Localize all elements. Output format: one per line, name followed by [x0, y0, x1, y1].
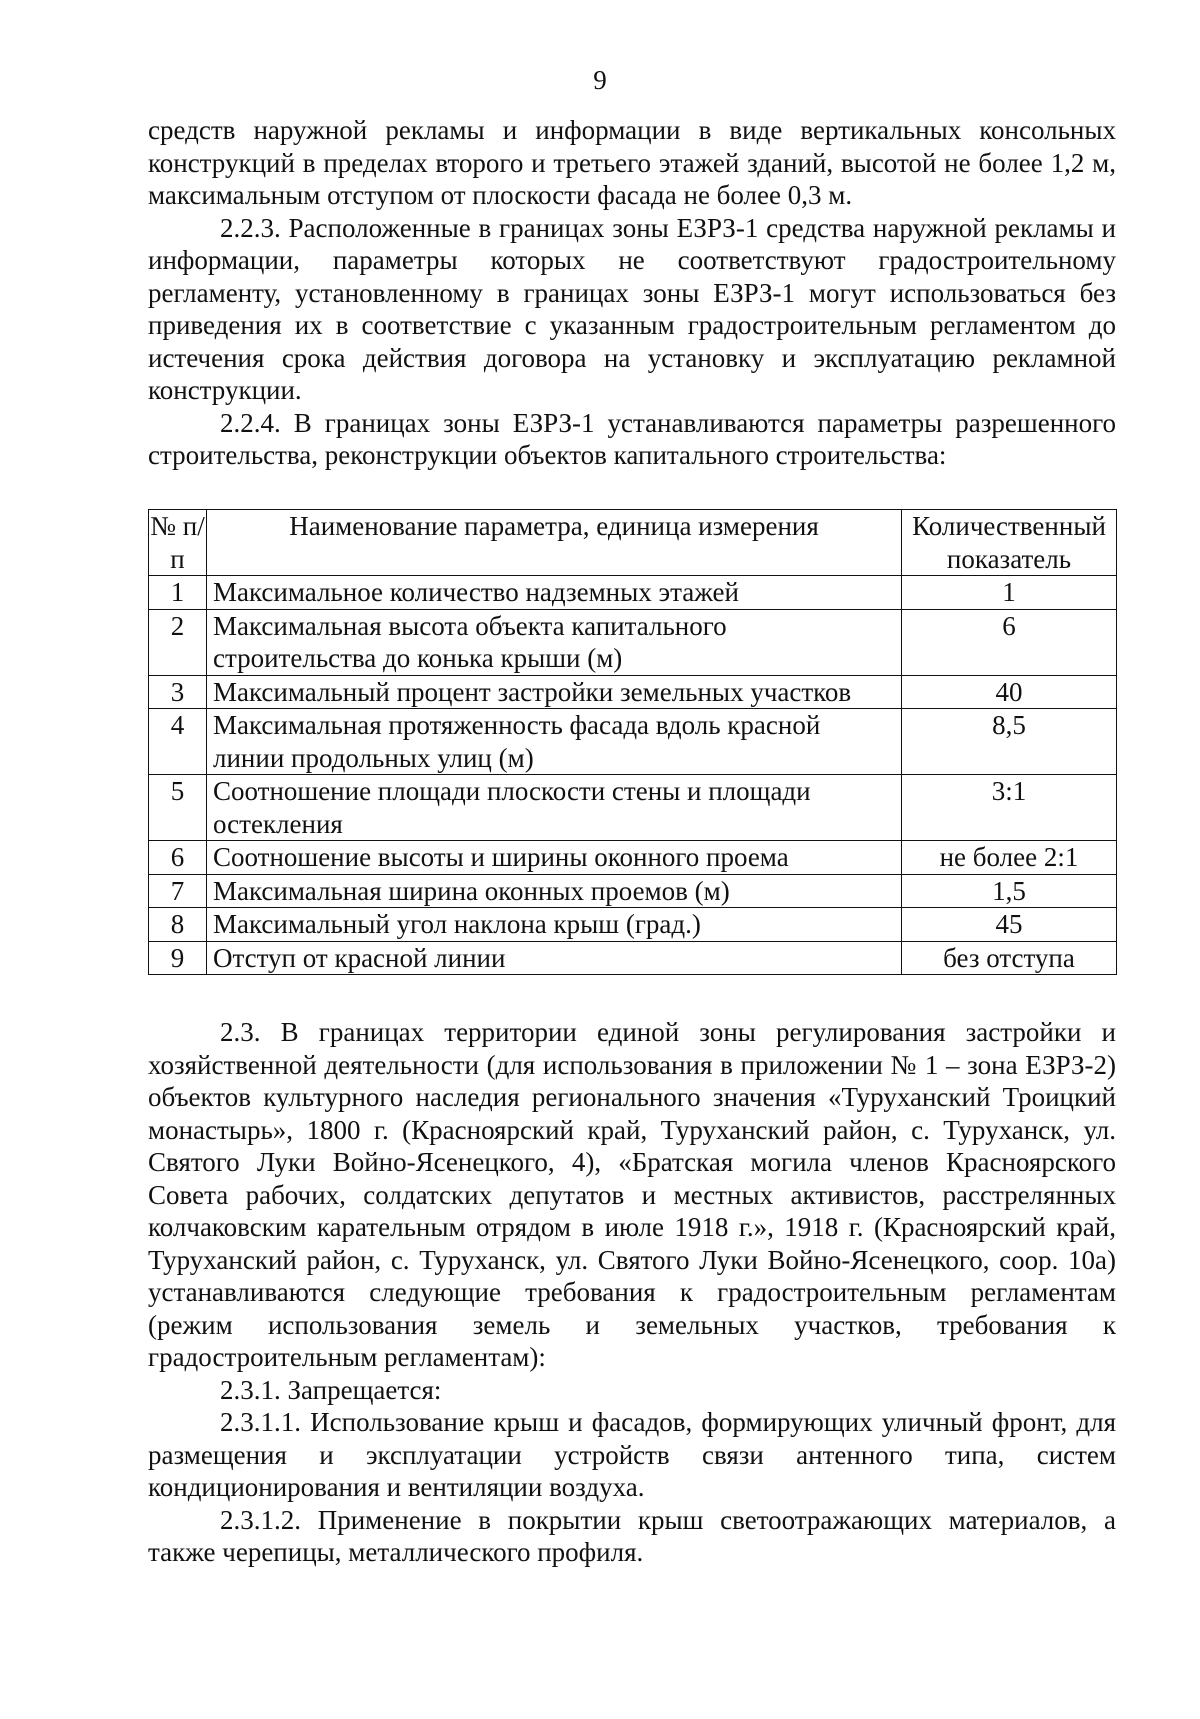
row-parameter-name: Максимальный угол наклона крыш (град.) — [207, 908, 902, 942]
table-row — [149, 775, 1117, 841]
table-row — [149, 675, 1117, 709]
row-number: 8 — [149, 908, 207, 942]
lower-text-block — [148, 1016, 1116, 1569]
table-row — [149, 908, 1117, 942]
row-parameter-name: Максимальное количество надземных этажей — [207, 576, 902, 610]
row-parameter-name: Соотношение высоты и ширины оконного проема — [207, 841, 902, 875]
upper-text-block — [148, 114, 1116, 472]
paragraph-2-3: 2.3. В границах территории единой зоны регулирования застройки и хозяйственной деятельности (для использования в приложении № 1 – зона ЕЗРЗ-2) объектов культурного наследия регионального значения «Туруханский Троицкий монастырь», 1800 г. (Красноярский край, Туруханский район, с. Туруханск, ул. Святого Луки Войно-Ясенецкого, 4), «Братская могила членов Красноярского Совета рабочих, солдатских депутатов и местных активистов, расстрелянных колчаковским карательным отрядом в июле 1918 г.», 1918 г. (Красноярский край, Туруханский район, с. Туруханск, ул. Святого Луки Войно-Ясенецкого, соор. 10а) устанавливаются следующие требования к градостроительным регламентам (режим использования земель и земельных участков, требования к градостроительным регламентам): — [148, 1017, 1116, 1372]
row-value: 1,5 — [902, 874, 1117, 908]
row-number: 4 — [149, 709, 207, 775]
row-parameter-name: Максимальный процент застройки земельных участков — [207, 675, 902, 709]
row-number: 1 — [149, 576, 207, 610]
paragraph-2-2-4: 2.2.4. В границах зоны ЕЗРЗ-1 устанавливаются параметры разрешенного строительства, реконструкции объектов капитального строительства: — [148, 407, 1116, 470]
header-parameter-name: Наименование параметра, единица измерения — [207, 510, 902, 576]
row-value: 45 — [902, 908, 1117, 942]
table-row — [149, 841, 1117, 875]
header-value: Количественный показатель — [902, 510, 1117, 576]
table-row — [149, 609, 1117, 675]
table-row — [149, 709, 1117, 775]
row-parameter-name: Максимальная ширина оконных проемов (м) — [207, 874, 902, 908]
table-header-row — [149, 510, 1117, 576]
header-number: № п/п — [150, 511, 205, 574]
row-value: не более 2:1 — [902, 841, 1117, 875]
row-parameter-name: Соотношение площади плоскости стены и площади остекления — [207, 775, 902, 841]
row-parameter-name: Максимальная высота объекта капитального строительства до конька крыши (м) — [207, 609, 902, 675]
table-row — [149, 941, 1117, 975]
row-parameter-name: Максимальная протяженность фасада вдоль красной линии продольных улиц (м) — [207, 709, 902, 775]
row-number: 6 — [149, 841, 207, 875]
row-value: без отступа — [902, 941, 1117, 975]
row-parameter-name: Отступ от красной линии — [207, 941, 902, 975]
page-number: 9 — [593, 65, 607, 95]
row-value: 8,5 — [902, 709, 1117, 775]
row-number: 7 — [149, 874, 207, 908]
paragraph-2-2-3: 2.2.3. Расположенные в границах зоны ЕЗРЗ-1 средства наружной рекламы и информации, параметры которых не соответствуют градостроительному регламенту, установленному в границах зоны ЕЗРЗ-1 могут использоваться без приведения их в соответствие с указанным градостроительным регламентом до истечения срока действия договора на установку и эксплуатацию рекламной конструкции. — [148, 212, 1116, 405]
row-number: 9 — [149, 941, 207, 975]
paragraph-2-3-1: 2.3.1. Запрещается: — [220, 1374, 442, 1405]
row-value: 3:1 — [902, 775, 1117, 841]
paragraph-2-3-1-2: 2.3.1.2. Применение в покрытии крыш светоотражающих материалов, а также черепицы, металлического профиля. — [148, 1504, 1116, 1567]
row-value: 40 — [902, 675, 1117, 709]
row-number: 3 — [149, 675, 207, 709]
table-row — [149, 576, 1117, 610]
row-number: 5 — [149, 775, 207, 841]
parameters-table — [148, 509, 1117, 975]
row-value: 1 — [902, 576, 1117, 610]
row-value: 6 — [902, 609, 1117, 675]
paragraph-continuation: средств наружной рекламы и информации в виде вертикальных консольных конструкций в пределах второго и третьего этажей зданий, высотой не более 1,2 м, максимальным отступом от плоскости фасада не более 0,3 м. — [148, 115, 1116, 210]
row-number: 2 — [149, 609, 207, 675]
paragraph-2-3-1-1: 2.3.1.1. Использование крыш и фасадов, формирующих уличный фронт, для размещения и эксплуатации устройств связи антенного типа, систем кондиционирования и вентиляции воздуха. — [148, 1407, 1116, 1502]
table-row — [149, 874, 1117, 908]
